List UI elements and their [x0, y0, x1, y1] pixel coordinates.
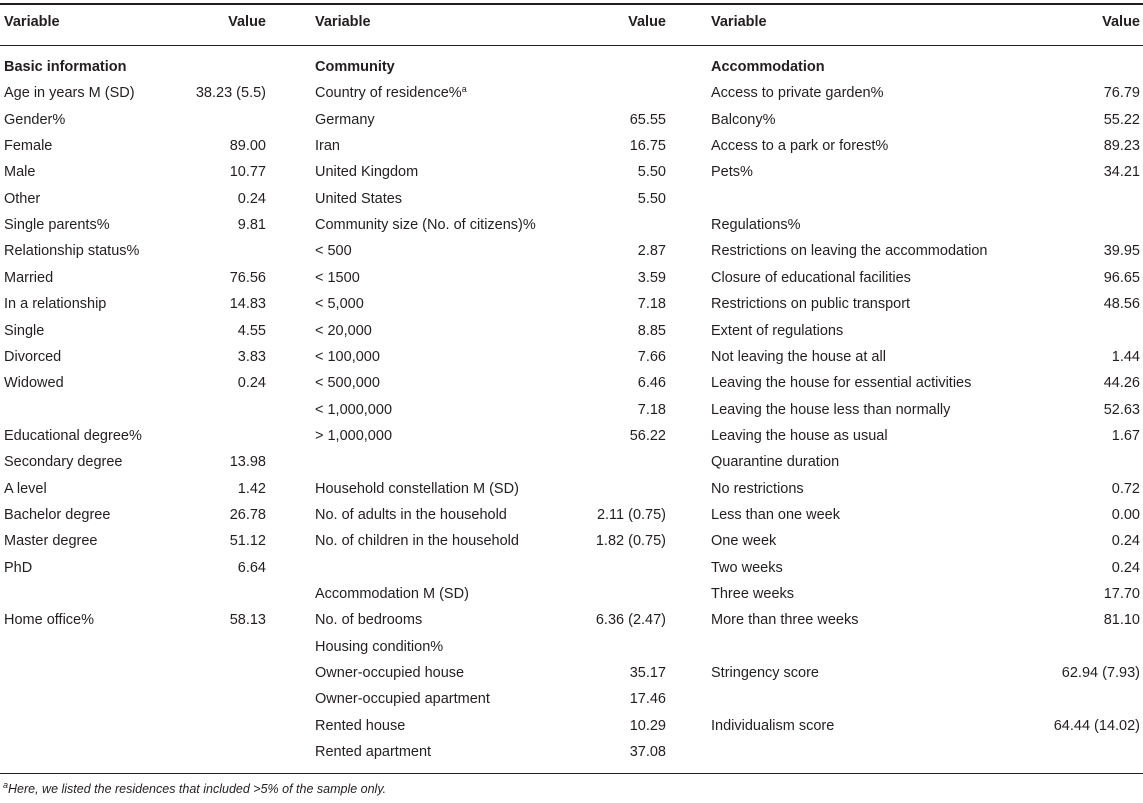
variable-value-text: 1.44 [1111, 348, 1140, 365]
variable-value-text: 39.95 [1103, 243, 1140, 260]
variable-value [1000, 427, 1140, 445]
variable-label-text: Single parents% [4, 217, 110, 234]
variable-label [711, 348, 886, 366]
variable-label-text: Individualism score [711, 717, 835, 734]
variable-label-text: Owner-occupied house [315, 665, 465, 682]
variable-value-text: 0.24 [237, 190, 266, 207]
variable-value-text: 3.59 [637, 269, 666, 286]
variable-label [315, 611, 422, 629]
variable-label-text: PhD [4, 559, 33, 576]
variable-value-text: 1.67 [1111, 427, 1140, 444]
column-header-variable-text: Variable [711, 14, 767, 30]
variable-label-text: Leaving the house for essential activities [711, 375, 972, 392]
variable-label-text: < 1500 [315, 269, 360, 286]
variable-value-text: 35.17 [629, 665, 666, 682]
variable-value [526, 532, 666, 550]
section-heading-text: Basic information [4, 59, 127, 75]
variable-label-text: No. of adults in the household [315, 506, 507, 523]
variable-value-text: 38.23 (5.5) [195, 85, 266, 102]
table-top-rule [0, 3, 1143, 5]
variable-label [711, 163, 753, 181]
variable-value-text: 6.36 (2.47) [595, 612, 666, 629]
variable-label-text: A level [4, 480, 47, 497]
variable-label [4, 453, 123, 471]
variable-value-text: 17.70 [1103, 586, 1140, 602]
variable-label-text: Owner-occupied apartment [315, 691, 490, 708]
variable-value [126, 84, 266, 102]
variable-label-text: Accommodation M (SD) [315, 586, 469, 602]
variable-label-text: < 500 [315, 243, 352, 260]
variable-value [1000, 585, 1140, 603]
variable-value [126, 559, 266, 577]
variable-value [526, 163, 666, 181]
variable-label-text: One week [711, 533, 777, 550]
variable-label-text: Rented house [315, 717, 406, 734]
variable-value [126, 611, 266, 629]
variable-value [526, 611, 666, 629]
variable-value [526, 690, 666, 708]
variable-value [1000, 480, 1140, 498]
variable-label [711, 242, 987, 260]
variable-label [711, 585, 794, 603]
variable-label-text: Regulations% [711, 217, 801, 234]
variable-value [1000, 374, 1140, 392]
variable-value [526, 401, 666, 419]
variable-value [526, 242, 666, 260]
variable-label [4, 532, 98, 550]
variable-label-text: Divorced [4, 348, 62, 365]
variable-label [315, 664, 464, 682]
variable-label-text: No restrictions [711, 480, 804, 497]
variable-value-text: 2.11 (0.75) [596, 506, 666, 523]
section-heading [315, 58, 395, 76]
variable-label-text: Community size (No. of citizens)% [315, 217, 536, 234]
variable-value [1000, 401, 1140, 419]
table-bottom-rule [0, 773, 1143, 774]
variable-value-text: 2.87 [637, 243, 666, 260]
variable-label-text: No. of children in the household [315, 533, 519, 550]
variable-value [1000, 295, 1140, 313]
variable-value [126, 269, 266, 287]
variable-label [4, 295, 106, 313]
variable-value-text: 44.26 [1103, 375, 1140, 392]
variable-value-text: 4.55 [237, 322, 266, 339]
variable-value-text: 13.98 [229, 454, 266, 471]
variable-value [126, 532, 266, 550]
variable-label-text: Leaving the house less than normally [711, 401, 951, 418]
variable-value [126, 295, 266, 313]
variable-value-text: 10.29 [629, 717, 666, 734]
variable-label [315, 111, 375, 129]
variable-label [315, 216, 536, 234]
variable-value-text: 76.79 [1103, 85, 1140, 102]
variable-label [315, 163, 418, 181]
variable-label-text: Female [4, 138, 53, 155]
variable-label [711, 84, 883, 102]
variable-label-text: Quarantine duration [711, 454, 840, 471]
variable-value-text: 62.94 (7.93) [1061, 665, 1140, 682]
variable-label-text: Single [4, 322, 45, 339]
variable-value-text: 1.82 (0.75) [595, 533, 666, 550]
variable-value [126, 374, 266, 392]
variable-value-text: 37.08 [629, 744, 666, 761]
variable-value-text: 3.83 [237, 348, 266, 365]
variable-label-text: Relationship status% [4, 243, 140, 260]
column-header-variable [4, 13, 60, 31]
variable-label [4, 242, 139, 260]
variable-label [4, 84, 135, 102]
variable-value [526, 269, 666, 287]
variable-value [126, 322, 266, 340]
variable-label [4, 611, 94, 629]
variable-value [526, 322, 666, 340]
variable-label [711, 453, 839, 471]
variable-label [315, 137, 340, 155]
variable-label [4, 111, 65, 129]
variable-value [526, 717, 666, 735]
variable-label-text: < 20,000 [315, 322, 372, 339]
variable-value-text: 8.85 [637, 322, 666, 339]
variable-label [315, 242, 352, 260]
variable-value-text: 7.18 [637, 401, 666, 418]
variable-value [526, 295, 666, 313]
variable-label [711, 717, 834, 735]
variable-value-text: 14.83 [229, 296, 266, 313]
section-heading-text: Accommodation [711, 59, 825, 75]
variable-value-text: 65.55 [629, 111, 666, 128]
variable-label-text: Three weeks [711, 586, 795, 602]
variable-value-text: 51.12 [229, 533, 266, 550]
variable-value-text: 55.22 [1103, 111, 1140, 128]
variable-label-text: Leaving the house as usual [711, 427, 888, 444]
variable-value-text: 7.18 [637, 296, 666, 313]
variable-value-text: 5.50 [637, 164, 666, 181]
column-header-value-text: Value [628, 14, 666, 30]
variable-label [711, 480, 804, 498]
variable-label [711, 216, 800, 234]
variable-label [315, 427, 392, 445]
variable-label [4, 216, 110, 234]
variable-value [1000, 242, 1140, 260]
variable-label [315, 295, 364, 313]
variable-label-text: Widowed [4, 375, 64, 392]
variable-value [1000, 664, 1140, 682]
variable-label-text: Age in years M (SD) [4, 85, 135, 102]
variable-label [315, 322, 372, 340]
column-header-value-text: Value [228, 14, 266, 30]
variable-label-text: Housing condition% [315, 638, 444, 655]
variable-value [526, 137, 666, 155]
variable-label-text: < 100,000 [315, 348, 380, 365]
variable-label [315, 690, 490, 708]
variable-value-text: 5.50 [637, 190, 666, 207]
variable-label-text: Access to a park or forest% [711, 138, 889, 155]
table-footnote [3, 782, 386, 797]
variable-label-text: Country of residence% [315, 85, 462, 102]
variable-value-text: 48.56 [1103, 296, 1140, 313]
column-header-value-text: Value [1102, 14, 1140, 30]
variable-label [4, 190, 40, 208]
variable-value [126, 163, 266, 181]
variable-value [126, 216, 266, 234]
variable-value-text: 34.21 [1103, 164, 1140, 181]
variable-label-text: Restrictions on public transport [711, 296, 911, 313]
variable-value-text: 16.75 [629, 138, 666, 155]
variable-label [4, 559, 32, 577]
variable-label [711, 401, 950, 419]
column-header-variable-text: Variable [315, 14, 371, 30]
variable-value [1000, 611, 1140, 629]
variable-value [1000, 532, 1140, 550]
column-header-variable [315, 13, 371, 31]
variable-value [1000, 163, 1140, 181]
variable-label [711, 664, 819, 682]
variable-label [315, 348, 380, 366]
variable-value-text: 64.44 (14.02) [1053, 717, 1140, 734]
variable-label [315, 743, 431, 761]
variable-value-text: 6.46 [637, 375, 666, 392]
variable-label-text: Iran [315, 138, 340, 155]
variable-value-text: 0.72 [1111, 480, 1140, 497]
variable-label [711, 532, 776, 550]
variable-value-text: 6.64 [237, 559, 266, 576]
variable-value-text: 7.66 [637, 348, 666, 365]
variable-label [315, 374, 380, 392]
variable-label-text: Stringency score [711, 665, 819, 682]
variable-label-text: Extent of regulations [711, 322, 844, 339]
variable-label-text: Germany [315, 111, 375, 128]
variable-label-text: Pets% [711, 164, 753, 181]
variable-label [4, 348, 61, 366]
variable-value [126, 348, 266, 366]
variable-value-text: 81.10 [1103, 612, 1140, 629]
variable-value-text: 0.24 [1111, 559, 1140, 576]
variable-label [711, 269, 911, 287]
variable-value-text: 56.22 [629, 427, 666, 444]
variable-value [526, 111, 666, 129]
variable-value [1000, 111, 1140, 129]
variable-label-text: Two weeks [711, 559, 783, 576]
variable-value [526, 743, 666, 761]
variable-label-text: Balcony% [711, 111, 776, 128]
variable-label [4, 163, 35, 181]
section-heading [711, 58, 825, 76]
footnote-text: Here, we listed the residences that included >5% of the sample only. [8, 782, 387, 796]
table-header-rule [0, 45, 1143, 46]
variable-value [126, 453, 266, 471]
variable-value [1000, 506, 1140, 524]
variable-value-text: 9.81 [237, 217, 266, 234]
variable-label-text: Master degree [4, 533, 98, 550]
variable-label-text: Bachelor degree [4, 506, 111, 523]
variable-label [711, 506, 840, 524]
variable-label [4, 506, 110, 524]
variable-value [526, 190, 666, 208]
variable-value-text: 76.56 [229, 269, 266, 286]
variable-label-text: Household constellation M (SD) [315, 480, 519, 497]
variable-value [526, 374, 666, 392]
variable-label-text: < 500,000 [315, 375, 380, 392]
variable-label-text: Closure of educational facilities [711, 269, 911, 286]
column-header-value [546, 13, 666, 31]
variable-label [315, 585, 469, 603]
variable-label [315, 84, 467, 102]
footnote-marker: a [3, 780, 9, 790]
section-heading-text: Community [315, 59, 395, 75]
variable-label [711, 427, 888, 445]
variable-label-text: United States [315, 190, 403, 207]
variable-label-text: Secondary degree [4, 454, 123, 471]
variable-value-text: 89.23 [1103, 138, 1140, 155]
variable-label-text: Less than one week [711, 506, 840, 523]
variable-label [711, 111, 775, 129]
variable-value [1000, 137, 1140, 155]
variable-label [4, 374, 64, 392]
variable-label-text: No. of bedrooms [315, 612, 423, 629]
variable-value-text: 52.63 [1103, 401, 1140, 418]
variable-label [4, 480, 47, 498]
variable-value [126, 506, 266, 524]
variable-value [1000, 348, 1140, 366]
footnote-marker: a [461, 84, 467, 95]
variable-value [126, 137, 266, 155]
variable-label-text: United Kingdom [315, 164, 419, 181]
variable-label-text: Married [4, 269, 54, 286]
variable-value [1000, 269, 1140, 287]
variable-label-text: Rented apartment [315, 744, 432, 761]
variable-label [4, 137, 52, 155]
variable-label [4, 322, 44, 340]
variable-value [526, 664, 666, 682]
variable-value [126, 480, 266, 498]
variable-label [4, 427, 142, 445]
column-header-value [1020, 13, 1140, 31]
variable-label [4, 269, 53, 287]
variable-value-text: 0.24 [237, 375, 266, 392]
column-header-variable [711, 13, 767, 31]
variable-value-text: 96.65 [1103, 269, 1140, 286]
variable-label [315, 401, 392, 419]
variable-value [526, 348, 666, 366]
variable-label [315, 638, 443, 656]
variable-label [711, 374, 971, 392]
variable-label-text: Restrictions on leaving the accommodation [711, 243, 988, 260]
variable-value [526, 427, 666, 445]
variable-label-text: < 1,000,000 [315, 401, 393, 418]
variable-label [711, 322, 843, 340]
variable-label-text: In a relationship [4, 296, 107, 313]
variable-label [315, 717, 405, 735]
variable-value-text: 0.24 [1111, 533, 1140, 550]
variable-value [126, 190, 266, 208]
column-header-value [146, 13, 266, 31]
variable-value-text: 1.42 [237, 480, 266, 497]
variable-value-text: 89.00 [229, 138, 266, 155]
variable-label-text: Educational degree% [4, 427, 142, 444]
variable-value-text: 58.13 [229, 612, 266, 629]
variable-value-text: 10.77 [229, 164, 266, 181]
variable-label [315, 190, 402, 208]
variable-label-text: Gender% [4, 111, 66, 128]
variable-label-text: Not leaving the house at all [711, 348, 886, 365]
column-header-variable-text: Variable [4, 14, 60, 30]
variable-value-text: 17.46 [629, 691, 666, 708]
variable-label-text: Other [4, 190, 41, 207]
section-heading [4, 58, 126, 76]
variable-label [711, 559, 783, 577]
variable-label-text: Home office% [4, 612, 94, 629]
variable-value-text: 26.78 [229, 506, 266, 523]
variable-label-text: More than three weeks [711, 612, 859, 629]
variable-value-text: 0.00 [1111, 506, 1140, 523]
variable-label [315, 480, 519, 498]
variable-label [315, 532, 519, 550]
variable-value [1000, 84, 1140, 102]
variable-label [315, 269, 360, 287]
variable-label-text: Access to private garden% [711, 85, 884, 102]
variable-label [711, 295, 910, 313]
variable-label [315, 506, 507, 524]
variable-value [1000, 717, 1140, 735]
variable-label-text: > 1,000,000 [315, 427, 393, 444]
variable-value [526, 506, 666, 524]
variable-label-text: < 5,000 [315, 296, 364, 313]
variable-label [711, 611, 859, 629]
variable-value [1000, 559, 1140, 577]
variable-label-text: Male [4, 164, 36, 181]
variable-label [711, 137, 888, 155]
